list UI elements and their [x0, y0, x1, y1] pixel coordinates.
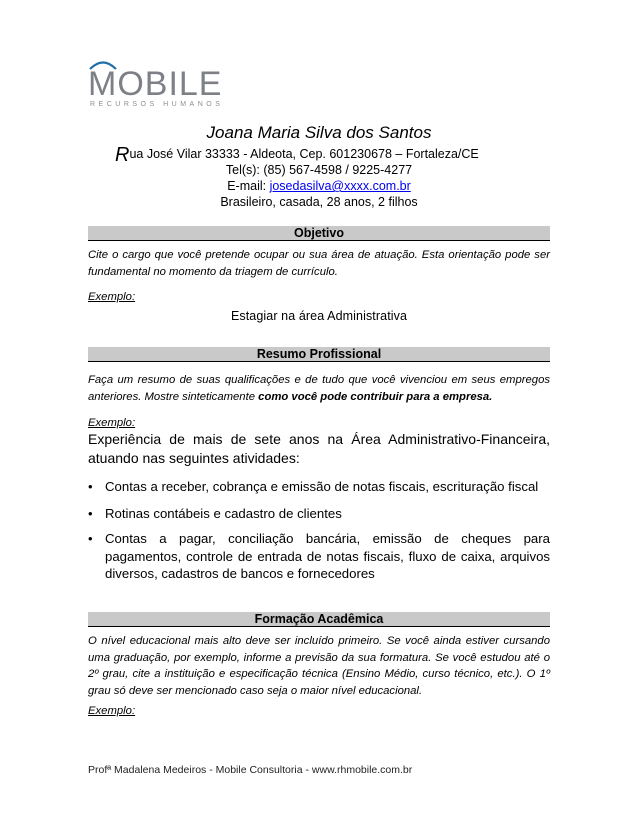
- company-logo: [88, 65, 224, 112]
- personal-info: Brasileiro, casada, 28 anos, 2 filhos: [220, 195, 418, 209]
- formacao-example-label: Exemplo:: [88, 705, 136, 717]
- email-line: [0, 179, 638, 193]
- phone-line: Tel(s): (85) 567-4598 / 9225-4277: [225, 163, 413, 177]
- section-objetivo-header: [88, 226, 550, 241]
- bullet-icon: •: [88, 506, 93, 521]
- list-item-text: Contas a pagar, conciliação bancária, emissão de cheques para pagamentos, controle de entrada de notas fiscais, fluxo de caixa, arquivos diversos, cadastros de bancos e fornecedores: [105, 531, 550, 581]
- section-resumo-header: [88, 347, 550, 362]
- bullet-icon: •: [88, 479, 93, 494]
- objetivo-example-label: Exemplo:: [88, 291, 136, 303]
- address-text: ua José Vilar 33333 - Aldeota, Cep. 601230678 – Fortaleza/CE: [129, 147, 479, 161]
- bullet-icon: •: [88, 531, 93, 546]
- list-item-text: Contas a receber, cobrança e emissão de notas fiscais, escrituração fiscal: [105, 479, 539, 494]
- logo-word: MOBILE: [88, 65, 223, 103]
- logo-subtitle: RECURSOS HUMANOS: [90, 101, 224, 108]
- section-title: Resumo Profissional: [256, 347, 382, 361]
- resumo-example-label: Exemplo:: [88, 417, 136, 429]
- section-title: Formação Acadêmica: [254, 612, 384, 626]
- formacao-instructions: O nível educacional mais alto deve ser incluído primeiro. Se você ainda estiver cursando uma graduação, por exemplo, informe a previsão da sua formatura. Se você estudou até o 2º grau, cite a instituição e especificação técnica (Ensino Médio, curso técnico, etc.). O 1º grau só deve ser mencionado caso seja o maior nível educacional.: [88, 635, 550, 697]
- section-title: Objetivo: [293, 226, 344, 240]
- list-item-text: Rotinas contábeis e cadastro de clientes: [105, 506, 342, 521]
- section-formacao-header: [88, 612, 550, 627]
- objetivo-instructions: Cite o cargo que você pretende ocupar ou sua área de atuação. Esta orientação pode ser fundamental no momento da triagem de currículo.: [88, 249, 550, 278]
- page-footer: Profª Madalena Medeiros - Mobile Consultoria - www.rhmobile.com.br: [88, 764, 413, 776]
- resumo-text: Faça um resumo de suas qualificações e de tudo que você vivenciou em seus empregos anteriores. Mostre sinteticamente: [88, 374, 550, 403]
- candidate-name: Joana Maria Silva dos Santos: [206, 123, 432, 142]
- email-label: E-mail:: [227, 179, 270, 193]
- objetivo-example: Estagiar na área Administrativa: [230, 309, 408, 323]
- resumo-example: Experiência de mais de sete anos na Área Administrativo-Financeira, atuando nas seguintes atividades:: [88, 431, 550, 466]
- email-link[interactable]: josedasilva@xxxx.com.br: [269, 179, 411, 193]
- resumo-text-bold: como você pode contribuir para a empresa.: [258, 390, 493, 403]
- resumo-instructions: [88, 372, 550, 405]
- address-initial: R: [115, 144, 130, 166]
